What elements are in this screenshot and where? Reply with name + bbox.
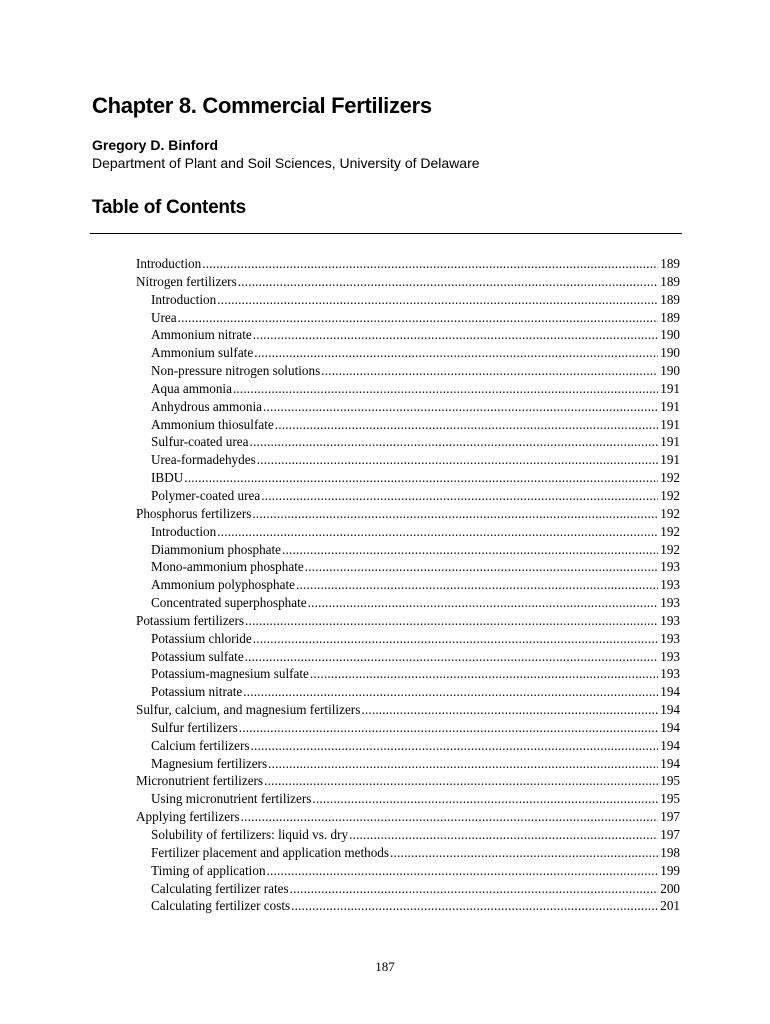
toc-entry-label: Calcium fertilizers [151, 737, 250, 753]
toc-entry-page: 189 [660, 256, 680, 271]
toc-entry-label: Potassium nitrate [151, 684, 243, 700]
heading-divider [90, 233, 682, 234]
toc-dot-leader [254, 344, 658, 362]
toc-section-entry [136, 273, 680, 291]
toc-entry-page: 193 [660, 559, 680, 575]
toc-entry-page: 192 [660, 523, 680, 539]
toc-entry-page: 194 [660, 684, 680, 700]
toc-entry-page: 201 [660, 898, 680, 914]
toc-dot-leader [267, 862, 659, 880]
toc-dot-leader [361, 701, 658, 719]
toc-subsection-entry [136, 344, 680, 362]
toc-dot-leader [245, 648, 659, 666]
toc-entry-label: Solubility of fertilizers: liquid vs. dry [151, 827, 349, 842]
toc-dot-leader [291, 897, 658, 915]
toc-subsection-entry [136, 291, 680, 309]
toc-entry-label: Timing of application [151, 862, 266, 878]
toc-entry-page: 191 [660, 380, 680, 396]
toc-subsection-entry [136, 719, 680, 737]
toc-entry-label: Fertilizer placement and application methods [151, 844, 390, 860]
toc-dot-leader [268, 755, 658, 773]
toc-entry-page: 192 [660, 505, 680, 521]
toc-entry-page: 199 [660, 862, 680, 878]
toc-dot-leader [238, 273, 659, 291]
toc-entry-label: Sulfur-coated urea [151, 434, 249, 450]
toc-subsection-entry [136, 880, 680, 898]
toc-entry-page: 192 [660, 470, 680, 486]
toc-entry-page: 194 [660, 719, 680, 735]
toc-entry-label: Introduction [151, 291, 217, 307]
toc-entry-page: 192 [660, 541, 680, 557]
toc-dot-leader [321, 362, 658, 380]
toc-entry-label: Polymer-coated urea [151, 487, 261, 503]
toc-dot-leader [264, 772, 658, 790]
toc-subsection-entry [136, 826, 680, 844]
toc-heading: Table of Contents [92, 197, 246, 218]
toc-entry-label: Potassium sulfate [151, 648, 244, 664]
toc-entry-label: Potassium fertilizers [136, 612, 245, 628]
toc-entry-label: Nitrogen fertilizers [136, 273, 237, 289]
toc-entry-page: 191 [660, 434, 680, 450]
toc-dot-leader [252, 505, 658, 523]
toc-entry-page: 197 [660, 827, 680, 842]
toc-entry-label: Ammonium nitrate [151, 327, 252, 343]
toc-entry-page: 193 [660, 648, 680, 664]
toc-entry-label: Potassium chloride [151, 630, 252, 646]
toc-entry-page: 189 [660, 291, 680, 307]
toc-subsection-entry [136, 380, 680, 398]
toc-dot-leader [184, 469, 658, 487]
toc-dot-leader [261, 487, 658, 505]
toc-dot-leader [217, 291, 658, 309]
toc-subsection-entry [136, 309, 680, 327]
toc-subsection-entry [136, 755, 680, 773]
toc-entry-page: 190 [660, 363, 680, 379]
toc-entry-label: Diammonium phosphate [151, 541, 282, 557]
page-number: 187 [375, 959, 395, 974]
toc-entry-label: Non-pressure nitrogen solutions [151, 363, 321, 379]
toc-subsection-entry [136, 576, 680, 594]
author-name: Gregory D. Binford [92, 137, 219, 153]
toc-section-entry [136, 772, 680, 790]
toc-entry-label: Calculating fertilizer costs [151, 898, 291, 914]
toc-dot-leader [282, 541, 658, 559]
toc-entry-label: Concentrated superphosphate [151, 595, 307, 611]
toc-entry-page: 189 [660, 273, 680, 289]
toc-entry-page: 191 [660, 398, 680, 414]
toc-section-entry [136, 255, 680, 273]
toc-dot-leader [243, 683, 658, 701]
toc-dot-leader [233, 380, 658, 398]
toc-entry-label: Ammonium polyphosphate [151, 577, 295, 593]
toc-entry-label: Using micronutrient fertilizers [151, 791, 312, 807]
toc-entry-label: Calculating fertilizer rates [151, 880, 289, 896]
toc-subsection-entry [136, 451, 680, 469]
toc-entry-label: Introduction [151, 523, 217, 539]
toc-entry-page: 193 [660, 666, 680, 682]
toc-dot-leader [349, 826, 658, 844]
toc-entry-label: Phosphorus fertilizers [136, 505, 252, 521]
toc-entry-page: 190 [660, 327, 680, 343]
toc-subsection-entry [136, 398, 680, 416]
toc-entry-label: Sulfur fertilizers [151, 719, 238, 735]
toc-entry-label: Ammonium thiosulfate [151, 416, 274, 432]
toc-subsection-entry [136, 683, 680, 701]
toc-dot-leader [390, 844, 658, 862]
toc-entry-page: 193 [660, 612, 680, 628]
toc-dot-leader [251, 737, 659, 755]
toc-dot-leader [250, 433, 659, 451]
toc-entry-page: 193 [660, 630, 680, 646]
toc-entry-page: 194 [660, 737, 680, 753]
toc-subsection-entry [136, 558, 680, 576]
toc-subsection-entry [136, 844, 680, 862]
toc-entry-page: 200 [660, 880, 680, 896]
toc-entry-page: 198 [660, 844, 680, 860]
toc-entry-label: Micronutrient fertilizers [136, 773, 264, 789]
toc-entry-page: 193 [660, 595, 680, 611]
toc-entry-label: Anhydrous ammonia [151, 398, 262, 414]
toc-entry-label: Mono-ammonium phosphate [151, 559, 304, 575]
toc-subsection-entry [136, 487, 680, 505]
toc-subsection-entry [136, 433, 680, 451]
toc-entry-label: Ammonium sulfate [151, 345, 254, 361]
toc-entry-page: 192 [660, 487, 680, 503]
toc-entry-page: 195 [660, 791, 680, 807]
toc-subsection-entry [136, 862, 680, 880]
toc-entry-page: 191 [660, 416, 680, 432]
toc-dot-leader [290, 880, 659, 898]
toc-dot-leader [312, 790, 658, 808]
toc-entry-page: 197 [660, 809, 680, 825]
toc-section-entry [136, 808, 680, 826]
toc-subsection-entry [136, 541, 680, 559]
toc-subsection-entry [136, 737, 680, 755]
author-affiliation: Department of Plant and Soil Sciences, University of Delaware [92, 155, 480, 171]
toc-entry-label: Applying fertilizers [136, 809, 240, 825]
toc-subsection-entry [136, 665, 680, 683]
toc-subsection-entry [136, 594, 680, 612]
toc-subsection-entry [136, 790, 680, 808]
toc-dot-leader [178, 309, 659, 327]
toc-entry-label: Magnesium fertilizers [151, 755, 268, 771]
toc-entry-label: IBDU [151, 470, 184, 486]
toc-dot-leader [239, 719, 658, 737]
toc-dot-leader [241, 808, 659, 826]
toc-subsection-entry [136, 362, 680, 380]
toc-dot-leader [308, 594, 659, 612]
toc-subsection-entry [136, 648, 680, 666]
toc-entry-page: 191 [660, 452, 680, 468]
toc-dot-leader [217, 523, 658, 541]
toc-entry-label: Introduction [136, 256, 202, 271]
toc-section-entry [136, 505, 680, 523]
toc-subsection-entry [136, 416, 680, 434]
toc-entry-label: Sulfur, calcium, and magnesium fertilizers [136, 702, 361, 718]
toc-dot-leader [305, 558, 658, 576]
toc-dot-leader [263, 398, 658, 416]
toc-subsection-entry [136, 326, 680, 344]
toc-entry-page: 195 [660, 773, 680, 789]
toc-entry-label: Urea-formadehydes [151, 452, 256, 468]
toc-entry-page: 194 [660, 702, 680, 718]
toc-dot-leader [253, 326, 658, 344]
toc-subsection-entry [136, 630, 680, 648]
chapter-title: Chapter 8. Commercial Fertilizers [92, 93, 432, 118]
toc-entry-label: Aqua ammonia [151, 380, 232, 396]
toc-entry-page: 194 [660, 755, 680, 771]
toc-dot-leader [275, 416, 659, 434]
toc-dot-leader [310, 665, 658, 683]
toc-dot-leader [257, 451, 659, 469]
table-of-contents [136, 255, 680, 915]
toc-section-entry [136, 612, 680, 630]
toc-dot-leader [296, 576, 658, 594]
toc-subsection-entry [136, 469, 680, 487]
toc-entry-page: 193 [660, 577, 680, 593]
toc-subsection-entry [136, 897, 680, 915]
toc-dot-leader [202, 255, 658, 273]
toc-entry-page: 190 [660, 345, 680, 361]
toc-entry-label: Urea [151, 309, 177, 325]
toc-entry-label: Potassium-magnesium sulfate [151, 666, 309, 682]
toc-dot-leader [253, 630, 658, 648]
toc-dot-leader [245, 612, 658, 630]
toc-section-entry [136, 701, 680, 719]
toc-subsection-entry [136, 523, 680, 541]
toc-entry-page: 189 [660, 309, 680, 325]
